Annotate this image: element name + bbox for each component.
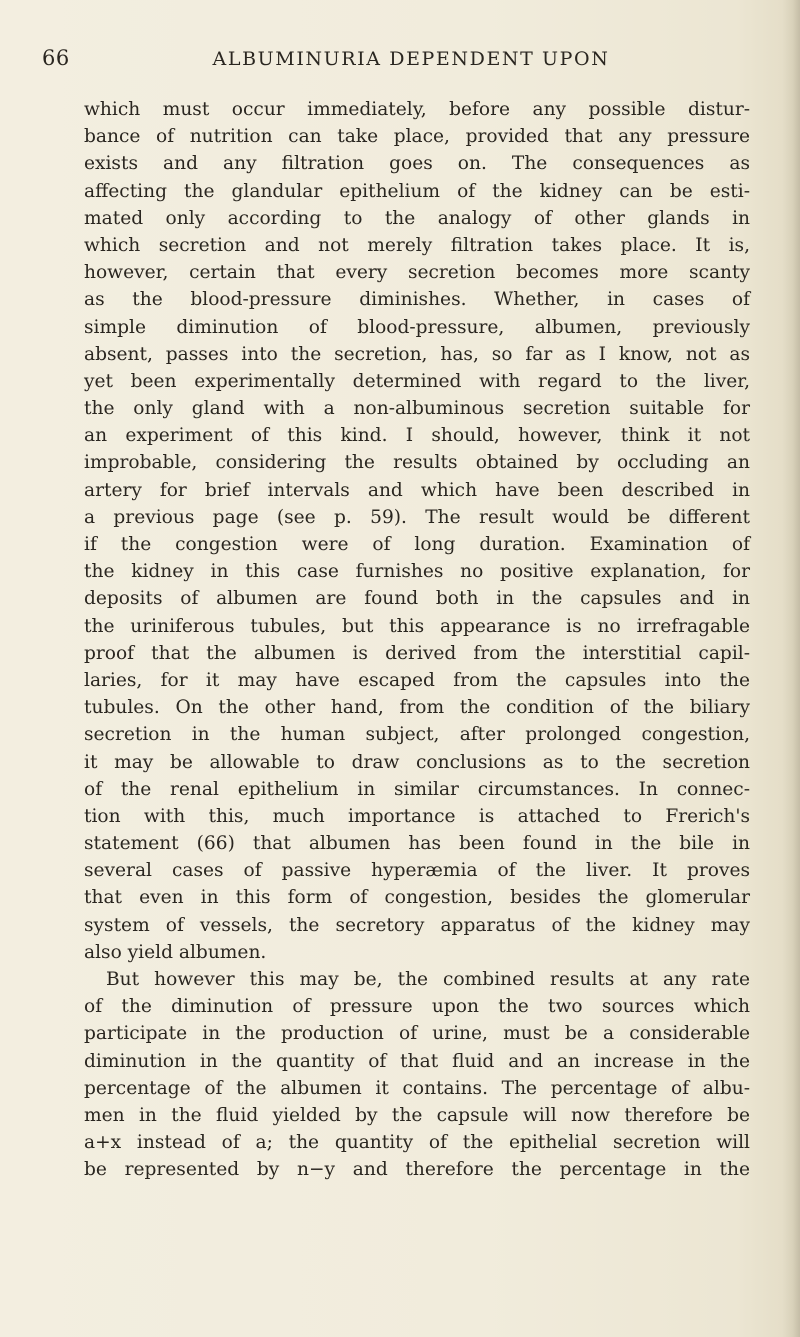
text-line: secretion in the human subject, after prolonged congestion, — [84, 724, 750, 746]
text-line: however, certain that every secretion becomes more scanty — [84, 262, 750, 284]
text-line: tion with this, much importance is attached to Frerich's — [84, 805, 750, 827]
text-line: the only gland with a non-albuminous secretion suitable for — [84, 398, 750, 420]
text-line: a+x instead of a; the quantity of the epithelial secretion will — [84, 1132, 750, 1154]
page-number: 66 — [42, 46, 70, 70]
text-line: yet been experimentally determined with regard to the liver, — [84, 370, 750, 392]
text-line: which must occur immediately, before any possible distur- — [84, 99, 750, 120]
text-line: bance of nutrition can take place, provided that any pressure — [84, 126, 750, 148]
page-edge-shadow — [782, 0, 800, 1337]
text-line: exists and any filtration goes on. The consequences as — [84, 153, 750, 175]
text-line: participate in the production of urine, must be a considerable — [84, 1023, 750, 1045]
text-line: affecting the glandular epithelium of the kidney can be esti- — [84, 180, 750, 202]
text-line: of the diminution of pressure upon the two sources which — [84, 996, 750, 1018]
paragraph-2 — [84, 966, 750, 1184]
text-line: the kidney in this case furnishes no positive explanation, for — [84, 561, 750, 583]
text-line: system of vessels, the secretory apparatus of the kidney may — [84, 914, 750, 936]
text-line: an experiment of this kind. I should, however, think it not — [84, 425, 750, 447]
text-line: a previous page (see p. 59). The result would be different — [84, 506, 750, 528]
text-line: be represented by n−y and therefore the percentage in the — [84, 1159, 750, 1181]
paragraph-1 — [84, 96, 750, 966]
text-line: the uriniferous tubules, but this appearance is no irrefragable — [84, 615, 750, 637]
text-line: improbable, considering the results obtained by occluding an — [84, 452, 750, 474]
text-line: mated only according to the analogy of other glands in — [84, 207, 750, 229]
text-line: several cases of passive hyperæmia of the liver. It proves — [84, 860, 750, 882]
text-line: laries, for it may have escaped from the capsules into the — [84, 669, 750, 691]
text-line: artery for brief intervals and which have been described in — [84, 479, 750, 501]
text-line: deposits of albumen are found both in the capsules and in — [84, 588, 750, 610]
text-line: also yield albumen. — [84, 941, 267, 963]
text-line: of the renal epithelium in similar circumstances. In connec- — [84, 778, 750, 800]
page-header — [42, 46, 760, 74]
text-line: simple diminution of blood-pressure, albumen, previously — [84, 316, 750, 338]
text-line: absent, passes into the secretion, has, so far as I know, not as — [84, 343, 750, 365]
text-line: percentage of the albumen it contains. The percentage of albu- — [84, 1077, 750, 1099]
text-line: But however this may be, the combined results at any rate — [106, 969, 750, 990]
text-line: that even in this form of congestion, besides the glomerular — [84, 887, 750, 909]
text-line: men in the fluid yielded by the capsule will now therefore be — [84, 1104, 750, 1126]
text-line: as the blood-pressure diminishes. Whether, in cases of — [84, 289, 750, 311]
text-line: tubules. On the other hand, from the condition of the biliary — [84, 697, 750, 719]
text-line: diminution in the quantity of that fluid and an increase in the — [84, 1050, 750, 1072]
text-line: it may be allowable to draw conclusions as to the secretion — [84, 751, 750, 773]
running-head: ALBUMINURIA DEPENDENT UPON — [212, 48, 610, 70]
text-line: statement (66) that albumen has been found in the bile in — [84, 833, 750, 855]
text-line: if the congestion were of long duration. Examination of — [84, 534, 750, 555]
text-line: proof that the albumen is derived from the interstitial capil- — [84, 642, 750, 664]
body-text — [84, 96, 750, 1184]
text-line: which secretion and not merely filtration takes place. It is, — [84, 234, 750, 256]
